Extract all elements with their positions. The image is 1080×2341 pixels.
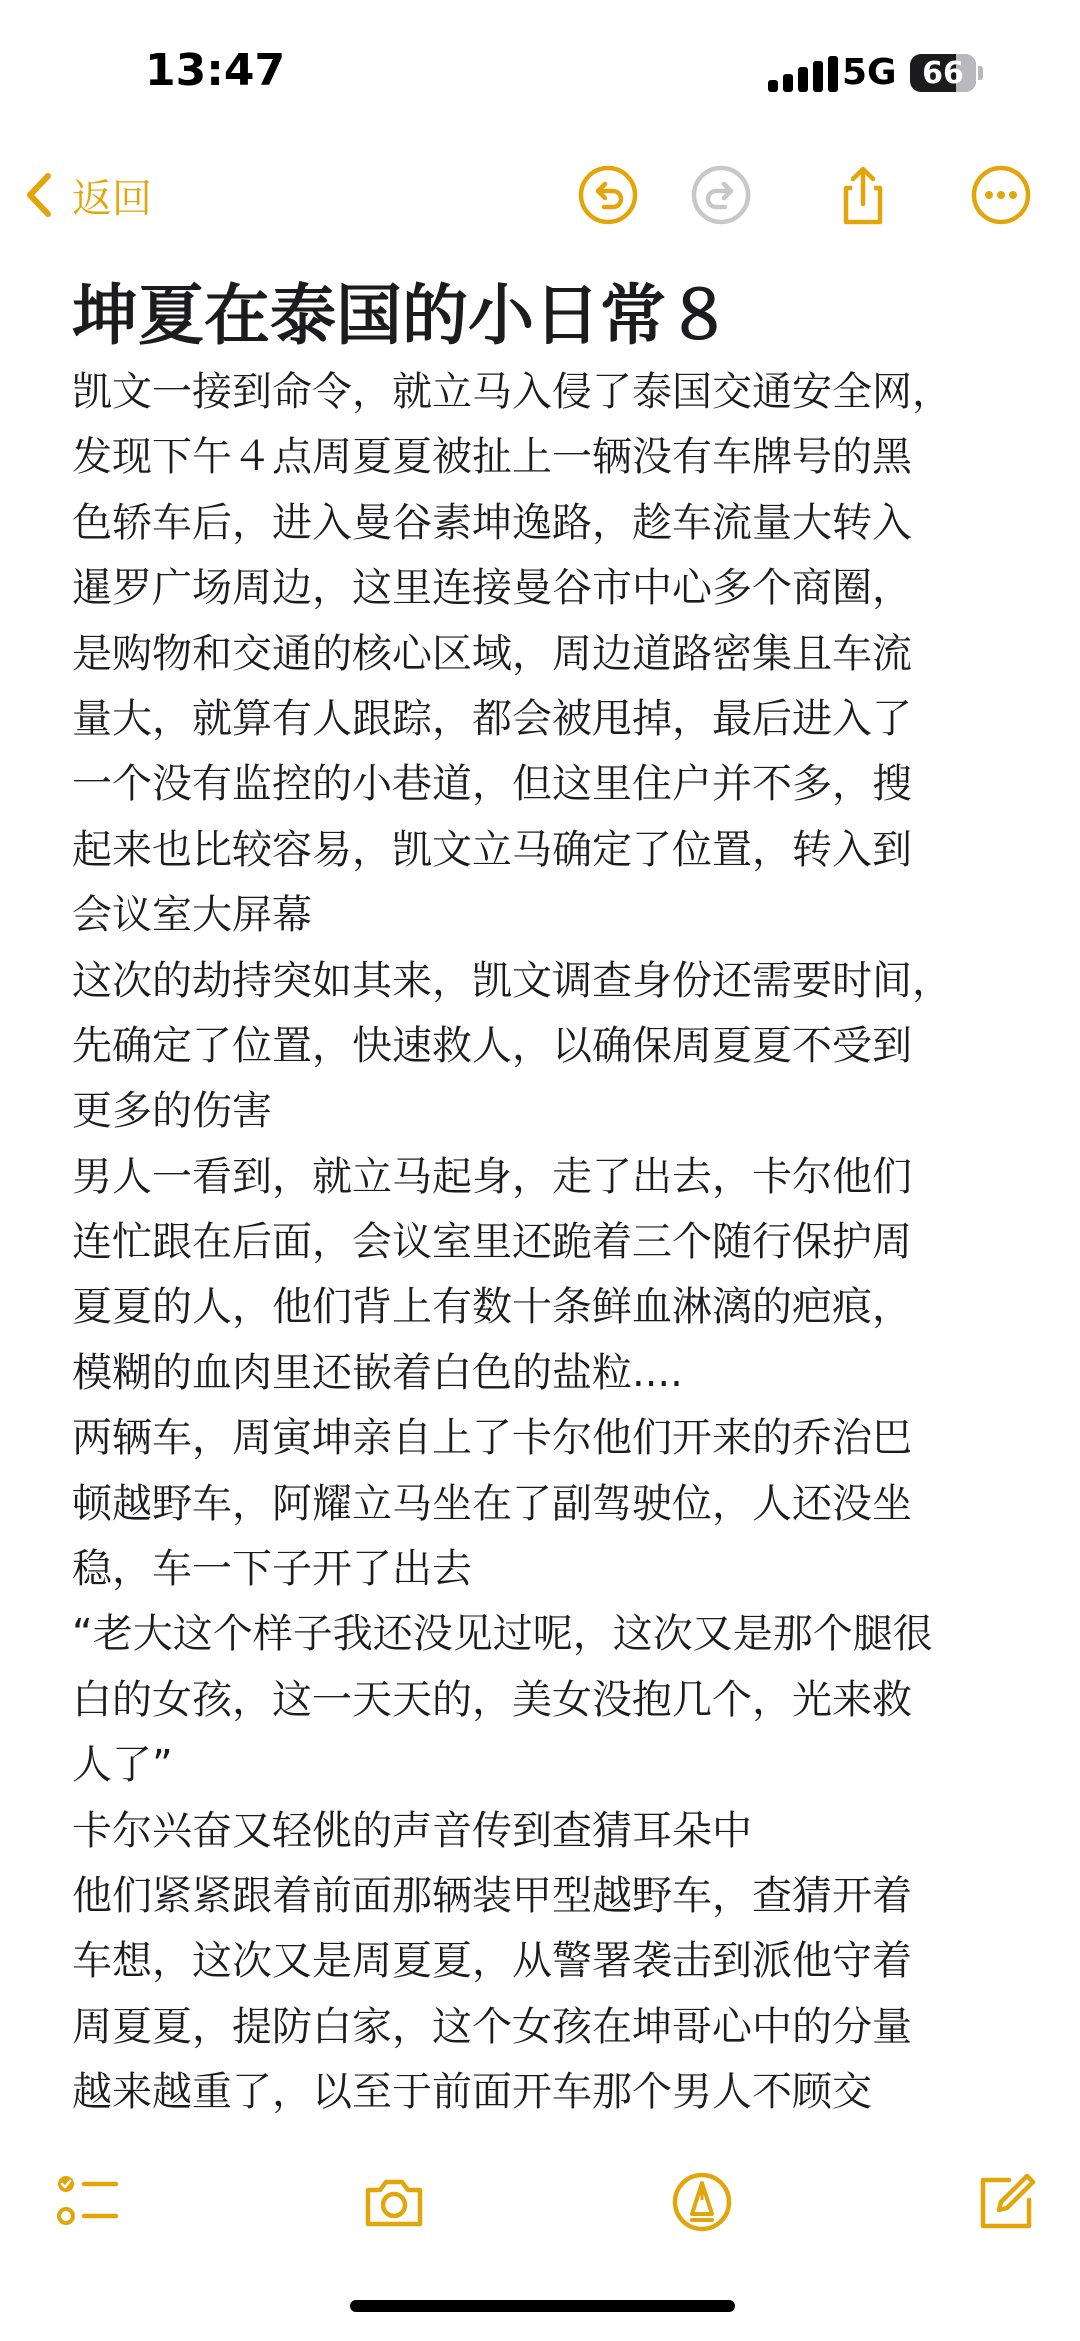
pen-circle-icon	[670, 2170, 734, 2234]
compose-button[interactable]	[975, 2170, 1039, 2234]
back-button[interactable]	[26, 160, 152, 230]
note-line: 是购物和交通的核心区域，周边道路密集且车流	[72, 630, 912, 677]
note-line: 凯文一接到命令，就立马入侵了泰国交通安全网，	[72, 369, 952, 415]
note-line: 顿越野车，阿耀立马坐在了副驾驶位，人还没坐	[72, 1480, 912, 1527]
checklist-icon	[56, 2170, 120, 2234]
back-label: 返回	[72, 175, 152, 222]
undo-button[interactable]	[577, 164, 639, 226]
battery-percent: 66	[922, 56, 964, 91]
signal-strength-icon	[768, 56, 838, 92]
note-title[interactable]: 坤夏在泰国的小日常８	[72, 277, 732, 354]
redo-button[interactable]	[690, 164, 752, 226]
note-line: 一个没有监控的小巷道，但这里住户并不多，搜	[72, 761, 912, 808]
note-line: 周夏夏，提防白家，这个女孩在坤哥心中的分量	[72, 2003, 912, 2050]
note-line: 模糊的血肉里还嵌着白色的盐粒....	[72, 1349, 683, 1396]
note-line: 越来越重了，以至于前面开车那个男人不顾交	[72, 2069, 872, 2116]
note-line: 连忙跟在后面，会议室里还跪着三个随行保护周	[72, 1219, 912, 1266]
note-line: 这次的劫持突如其来，凯文调查身份还需要时间，	[72, 957, 952, 1004]
more-options-button[interactable]	[970, 164, 1032, 226]
navigation-toolbar	[0, 150, 1080, 240]
checklist-button[interactable]	[56, 2170, 120, 2234]
note-line: 发现下午４点周夏夏被扯上一辆没有车牌号的黑	[72, 434, 912, 481]
undo-icon	[577, 164, 639, 226]
note-line: 色轿车后，进入曼谷素坤逸路，趁车流量大转入	[72, 499, 912, 546]
camera-button[interactable]	[362, 2170, 426, 2234]
note-line: “老大这个样子我还没见过呢，这次又是那个腿很	[72, 1611, 933, 1658]
note-line: 男人一看到，就立马起身，走了出去，卡尔他们	[72, 1153, 912, 1200]
chevron-left-icon	[26, 172, 52, 218]
note-line: 量大，就算有人跟踪，都会被甩掉，最后进入了	[72, 695, 912, 742]
note-line: 车想，这次又是周夏夏，从警署袭击到派他守着	[72, 1938, 912, 1985]
note-line: 卡尔兴奋又轻佻的声音传到查猜耳朵中	[72, 1807, 752, 1854]
redo-icon	[690, 164, 752, 226]
note-body[interactable]	[72, 360, 1032, 2126]
note-line: 两辆车，周寅坤亲自上了卡尔他们开来的乔治巴	[72, 1415, 912, 1462]
note-line: 他们紧紧跟着前面那辆装甲型越野车，查猜开着	[72, 1872, 912, 1919]
markup-button[interactable]	[670, 2170, 734, 2234]
note-line: 起来也比较容易，凯文立马确定了位置，转入到	[72, 826, 912, 873]
status-bar	[0, 0, 1080, 150]
battery-cap	[978, 66, 983, 80]
note-line: 更多的伤害	[72, 1088, 272, 1135]
note-line: 人了”	[72, 1742, 173, 1789]
note-line: 暹罗广场周边，这里连接曼谷市中心多个商圈，	[72, 565, 912, 612]
share-button[interactable]	[832, 164, 894, 226]
status-time: 13:47	[145, 45, 286, 96]
home-indicator[interactable]	[350, 2300, 735, 2312]
battery-icon	[910, 54, 976, 92]
note-line: 白的女孩，这一天天的，美女没抱几个，光来救	[72, 1676, 912, 1723]
share-icon	[832, 164, 894, 226]
note-line: 夏夏的人，他们背上有数十条鲜血淋漓的疤痕，	[72, 1284, 912, 1331]
ellipsis-circle-icon	[970, 164, 1032, 226]
compose-icon	[975, 2170, 1039, 2234]
note-line: 先确定了位置，快速救人，以确保周夏夏不受到	[72, 1022, 912, 1069]
network-type: 5G	[842, 52, 897, 93]
note-line: 会议室大屏幕	[72, 892, 312, 939]
camera-icon	[362, 2170, 426, 2234]
note-line: 稳，车一下子开了出去	[72, 1546, 472, 1593]
